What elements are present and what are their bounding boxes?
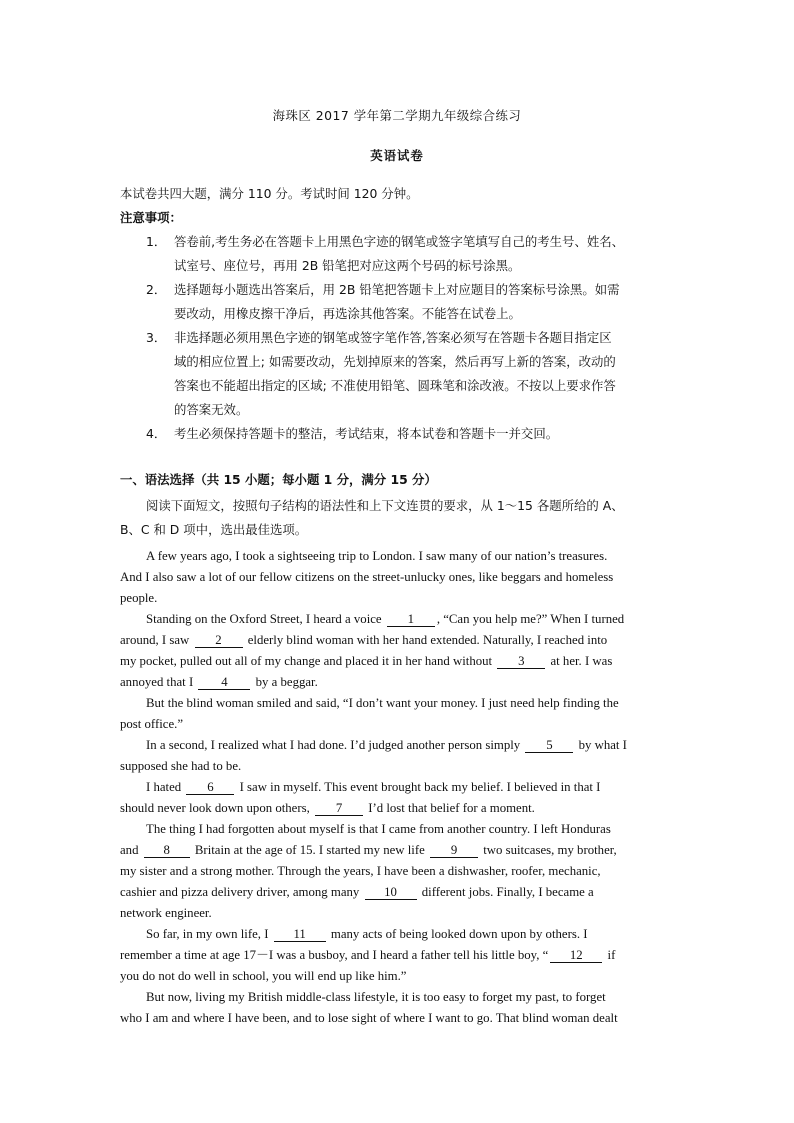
passage-text: two suitcases, my brother,	[483, 843, 617, 857]
answer-blank: 6	[186, 781, 234, 795]
note-line: 的答案无效。	[174, 402, 249, 417]
answer-blank: 11	[274, 928, 326, 942]
note-line: 要改动，用橡皮擦干净后，再选涂其他答案。不能答在试卷上。	[174, 306, 521, 321]
answer-blank: 9	[430, 844, 478, 858]
note-line: 考生必须保持答题卡的整洁，考试结束，将本试卷和答题卡一并交回。	[174, 426, 559, 441]
passage-line: The thing I had forgotten about myself is that I came from another country. I left Honduras	[146, 822, 611, 836]
answer-blank: 1	[387, 613, 435, 627]
passage-text: by what I	[578, 738, 627, 752]
answer-blank: 5	[525, 739, 573, 753]
passage-text: different jobs. Finally, I became a	[421, 885, 594, 899]
passage-text: , “Can you help me?” When I turned	[436, 612, 625, 626]
note-line: 非选择题必须用黑色字迹的钢笔或签字笔作答,答案必须写在答题卡各题目指定区	[174, 330, 612, 345]
passage-text: So far, in my own life, I	[146, 927, 269, 941]
note-number: 4．	[146, 426, 167, 441]
passage-text: by a beggar.	[255, 675, 318, 689]
passage-text: should never look down upon others,	[120, 801, 310, 815]
passage-line: A few years ago, I took a sightseeing trip to London. I saw many of our nation’s treasures.	[146, 549, 608, 563]
passage-line	[120, 800, 535, 816]
passage-line: my sister and a strong mother. Through the years, I have been a dishwasher, roofer, mechanic,	[120, 864, 601, 878]
passage-line: people.	[120, 591, 158, 605]
answer-blank: 4	[198, 676, 250, 690]
passage-line	[146, 737, 627, 753]
section-instruction: B、C 和 D 项中，选出最佳选项。	[120, 522, 308, 537]
passage-text: Standing on the Oxford Street, I heard a voice	[146, 612, 382, 626]
note-line: 域的相应位置上; 如需要改动，先划掉原来的答案，然后再写上新的答案，改动的	[174, 354, 616, 369]
answer-blank: 3	[497, 655, 545, 669]
note-line: 答案也不能超出指定的区域; 不准使用铅笔、圆珠笔和涂改液。不按以上要求作答	[174, 378, 616, 393]
passage-text: In a second, I realized what I had done. I’d judged another person simply	[146, 738, 521, 752]
notes-heading: 注意事项：	[120, 210, 182, 225]
passage-text: Britain at the age of 15. I started my new life	[194, 843, 425, 857]
passage-text: and	[120, 843, 139, 857]
passage-text: I saw in myself. This event brought back my belief. I believed in that I	[239, 780, 601, 794]
passage-line	[146, 926, 587, 942]
passage-line: But the blind woman smiled and said, “I don’t want your money. I just need help finding the	[146, 696, 619, 710]
exam-intro: 本试卷共四大题，满分 110 分。考试时间 120 分钟。	[120, 186, 419, 201]
passage-line	[146, 611, 624, 627]
passage-text: if	[607, 948, 616, 962]
passage-line: But now, living my British middle-class lifestyle, it is too easy to forget my past, to forget	[146, 990, 606, 1004]
passage-text: elderly blind woman with her hand extended. Naturally, I reached into	[247, 633, 608, 647]
passage-line	[120, 842, 617, 858]
passage-line: network engineer.	[120, 906, 212, 920]
passage-line	[120, 947, 615, 963]
passage-line	[120, 632, 607, 648]
note-line: 试室号、座位号，再用 2B 铅笔把对应这两个号码的标号涂黑。	[174, 258, 521, 273]
passage-text: at her. I was	[550, 654, 613, 668]
note-number: 3．	[146, 330, 167, 345]
passage-text: cashier and pizza delivery driver, among many	[120, 885, 360, 899]
passage-text: I hated	[146, 780, 182, 794]
exam-title: 海珠区 2017 学年第二学期九年级综合练习	[272, 108, 522, 123]
section-heading: 一、语法选择（共 15 小题；每小题 1 分，满分 15 分）	[120, 472, 437, 487]
passage-text: remember a time at age 17－I was a busboy, and I heard a father tell his little boy, “	[120, 948, 549, 962]
passage-line	[120, 653, 612, 669]
passage-line	[120, 674, 318, 690]
note-line: 选择题每小题选出答案后，用 2B 铅笔把答题卡上对应题目的答案标号涂黑。如需	[174, 282, 620, 297]
section-instruction: 阅读下面短文，按照句子结构的语法性和上下文连贯的要求，从 1～15 各题所给的 A、	[146, 498, 624, 513]
passage-line	[120, 884, 594, 900]
note-number: 1．	[146, 234, 167, 249]
answer-blank: 2	[195, 634, 243, 648]
note-line: 答卷前,考生务必在答题卡上用黑色字迹的钢笔或签字笔填写自己的考生号、姓名、	[174, 234, 625, 249]
answer-blank: 12	[550, 949, 602, 963]
passage-text: my pocket, pulled out all of my change and placed it in her hand without	[120, 654, 493, 668]
passage-line: who I am and where I have been, and to lose sight of where I want to go. That blind woman dealt	[120, 1011, 618, 1025]
passage-line: you do not do well in school, you will end up like him.”	[120, 969, 407, 983]
passage-line	[146, 779, 600, 795]
passage-text: around, I saw	[120, 633, 190, 647]
passage-text: many acts of being looked down upon by others. I	[330, 927, 588, 941]
answer-blank: 7	[315, 802, 363, 816]
passage-line: supposed she had to be.	[120, 759, 242, 773]
passage-line: And I also saw a lot of our fellow citizens on the street-unlucky ones, like beggars and homeless	[120, 570, 614, 584]
passage-text: annoyed that I	[120, 675, 194, 689]
answer-blank: 8	[144, 844, 190, 858]
passage-text: I’d lost that belief for a moment.	[368, 801, 535, 815]
answer-blank: 10	[365, 886, 417, 900]
passage-line: post office.”	[120, 717, 184, 731]
exam-subject: 英语试卷	[370, 148, 424, 163]
note-number: 2．	[146, 282, 167, 297]
